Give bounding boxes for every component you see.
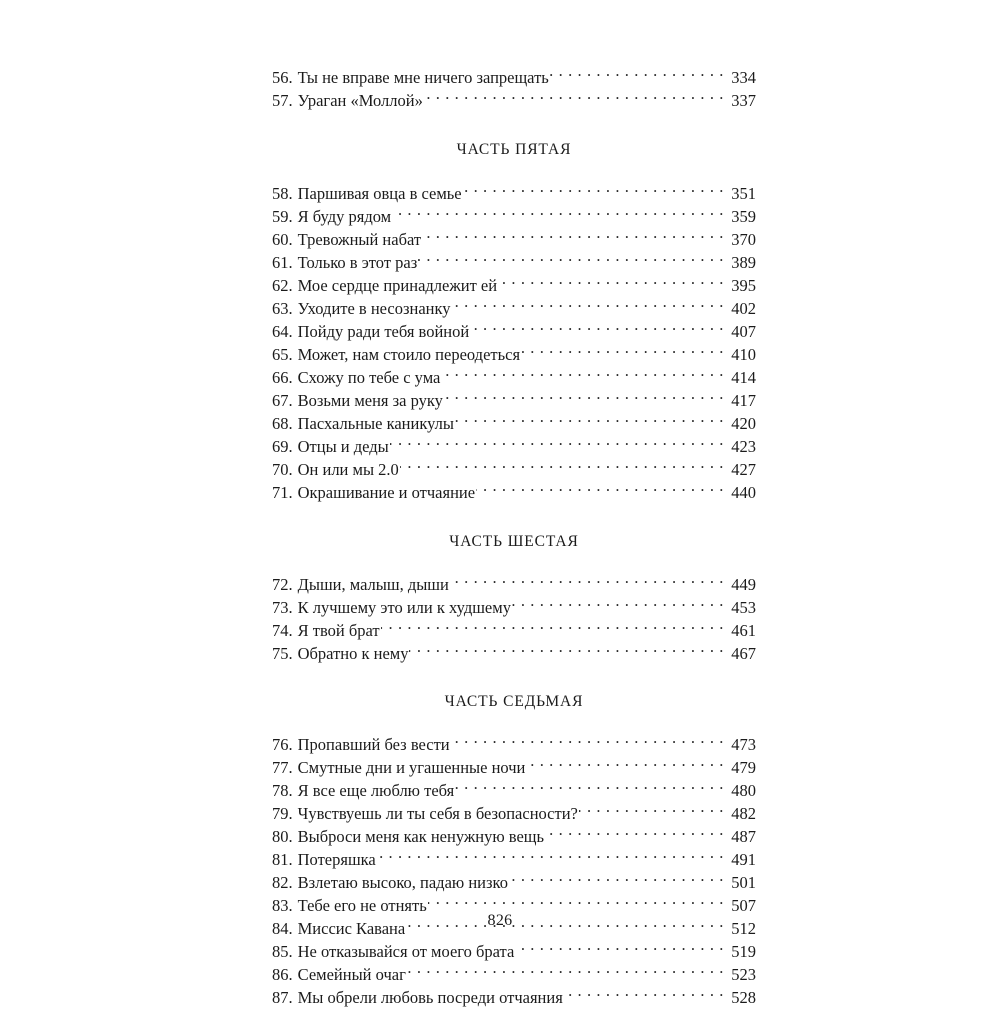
toc-entry-number: 86.: [272, 965, 293, 984]
dot-leader: [428, 895, 724, 912]
toc-entry-title: Ты не вправе мне ничего запрещать: [297, 67, 549, 87]
dot-leader: [455, 413, 724, 430]
dot-leader: [515, 941, 724, 958]
toc-entry[interactable]: [272, 780, 756, 803]
toc-entry[interactable]: [272, 252, 756, 275]
toc-entry[interactable]: [272, 183, 756, 206]
dot-leader: [422, 229, 724, 246]
toc-entry-title: Мы обрели любовь посреди отчаяния: [297, 988, 563, 1007]
toc-entry[interactable]: [272, 757, 756, 780]
part-heading: ЧАСТЬ ШЕСТАЯ: [449, 532, 579, 550]
toc-entry-number: 78.: [272, 781, 293, 800]
toc-entry-number: 73.: [272, 597, 293, 617]
toc-entry-page-number: 487: [731, 827, 756, 846]
toc-entry-number: 63.: [272, 299, 293, 318]
toc-entry-page-number: 407: [731, 322, 756, 341]
toc-entry-number: 82.: [272, 873, 293, 892]
toc-entry-number: 65.: [272, 345, 293, 364]
toc-entry-page-number: 449: [731, 574, 756, 594]
toc-entry-page-number: 482: [731, 804, 756, 823]
dot-leader: [521, 344, 724, 361]
table-of-contents: [272, 66, 756, 1010]
dot-leader: [409, 642, 724, 659]
toc-entry-number: 81.: [272, 850, 293, 869]
dot-leader: [407, 964, 724, 981]
toc-entry-page-number: 337: [731, 90, 756, 110]
toc-entry-title: Паршивая овца в семье: [297, 184, 462, 203]
toc-entry-page-number: 480: [731, 781, 756, 800]
toc-entry[interactable]: [272, 66, 756, 89]
toc-entry[interactable]: [272, 964, 756, 987]
dot-leader: [450, 573, 724, 590]
toc-entry-number: 74.: [272, 620, 293, 640]
toc-entry[interactable]: [272, 459, 756, 482]
toc-entry-title: Я буду рядом: [297, 207, 392, 226]
toc-entry-title: Отцы и деды: [297, 437, 389, 456]
toc-entry-number: 79.: [272, 804, 293, 823]
toc-entry-group: [272, 573, 756, 665]
toc-entry-page-number: 491: [731, 850, 756, 869]
toc-entry[interactable]: [272, 321, 756, 344]
toc-entry-number: 77.: [272, 758, 293, 777]
toc-entry-title: Возьми меня за руку: [297, 391, 443, 410]
toc-entry-number: 72.: [272, 574, 293, 594]
toc-entry-title: К лучшему это или к худшему: [297, 597, 511, 617]
toc-entry-number: 56.: [272, 67, 293, 87]
toc-entry[interactable]: [272, 573, 756, 596]
dot-leader: [512, 596, 724, 613]
toc-entry-page-number: 423: [731, 437, 756, 456]
toc-entry-page-number: 473: [731, 735, 756, 754]
toc-entry-number: 83.: [272, 896, 293, 915]
toc-entry-number: 87.: [272, 988, 293, 1007]
toc-entry[interactable]: [272, 734, 756, 757]
toc-entry[interactable]: [272, 849, 756, 872]
toc-entry-page-number: 427: [731, 460, 756, 479]
dot-leader: [455, 780, 724, 797]
dot-leader: [424, 89, 724, 106]
dot-leader: [377, 849, 724, 866]
toc-entry-page-number: 528: [731, 988, 756, 1007]
toc-entry-title: Взлетаю высоко, падаю низко: [297, 873, 508, 892]
toc-entry-number: 58.: [272, 184, 293, 203]
toc-entry-page-number: 410: [731, 345, 756, 364]
toc-entry-group: [272, 66, 756, 112]
dot-leader: [545, 826, 724, 843]
toc-entry-title: Пасхальные каникулы: [297, 414, 454, 433]
toc-entry-page-number: 359: [731, 207, 756, 226]
toc-entry-page-number: 414: [731, 368, 756, 387]
dot-leader: [452, 298, 724, 315]
toc-entry[interactable]: [272, 941, 756, 964]
toc-entry-number: 69.: [272, 437, 293, 456]
toc-entry[interactable]: [272, 642, 756, 665]
toc-entry-title: Чувствуешь ли ты себя в безопасности?: [297, 804, 578, 823]
toc-entry[interactable]: [272, 206, 756, 229]
dot-leader: [463, 183, 724, 200]
toc-entry-page-number: 370: [731, 230, 756, 249]
toc-entry-number: 85.: [272, 942, 293, 961]
toc-entry-number: 62.: [272, 276, 293, 295]
toc-entry-page-number: 417: [731, 391, 756, 410]
toc-entry-title: Тебе его не отнять: [297, 896, 427, 915]
dot-leader: [390, 436, 724, 453]
toc-entry-title: Схожу по тебе с ума: [297, 368, 441, 387]
toc-entry[interactable]: [272, 826, 756, 849]
toc-entry-title: Выброси меня как ненужную вещь: [297, 827, 545, 846]
toc-entry-number: 66.: [272, 368, 293, 387]
dot-leader: [392, 206, 724, 223]
toc-entry-page-number: 389: [731, 253, 756, 272]
toc-entry-page-number: 523: [731, 965, 756, 984]
dot-leader: [476, 482, 724, 499]
toc-entry[interactable]: [272, 413, 756, 436]
dot-leader: [400, 459, 724, 476]
toc-entry-page-number: 507: [731, 896, 756, 915]
toc-entry[interactable]: [272, 298, 756, 321]
toc-entry-number: 59.: [272, 207, 293, 226]
toc-entry-page-number: 395: [731, 276, 756, 295]
toc-entry-title: Пропавший без вести: [297, 735, 450, 754]
toc-entry-page-number: 402: [731, 299, 756, 318]
toc-entry-number: 80.: [272, 827, 293, 846]
part-heading: ЧАСТЬ ПЯТАЯ: [456, 141, 572, 158]
toc-entry-title: Обратно к нему: [297, 643, 409, 663]
toc-entry[interactable]: [272, 229, 756, 252]
toc-entry-page-number: 420: [731, 414, 756, 433]
dot-leader: [564, 987, 724, 1004]
dot-leader: [498, 275, 724, 292]
toc-entry-number: 71.: [272, 483, 293, 502]
toc-entry[interactable]: [272, 872, 756, 895]
toc-entry-number: 75.: [272, 643, 293, 663]
dot-leader: [550, 66, 724, 83]
dot-leader: [441, 367, 724, 384]
toc-entry[interactable]: [272, 390, 756, 413]
toc-entry-title: Я все еще люблю тебя: [297, 781, 455, 800]
toc-entry-number: 68.: [272, 414, 293, 433]
toc-entry-title: Пойду ради тебя войной: [297, 322, 470, 341]
toc-entry[interactable]: [272, 275, 756, 298]
dot-leader: [526, 757, 724, 774]
dot-leader: [509, 872, 724, 889]
toc-entry-group: [272, 183, 756, 505]
toc-entry-title: Миссис Кавана: [297, 919, 406, 938]
toc-entry-number: 70.: [272, 460, 293, 479]
dot-leader: [579, 803, 724, 820]
toc-entry-number: 61.: [272, 253, 293, 272]
toc-entry-page-number: 467: [731, 643, 756, 663]
dot-leader: [381, 619, 724, 636]
toc-entry-title: Потеряшка: [297, 850, 376, 869]
toc-entry-title: Семейный очаг: [297, 965, 406, 984]
toc-entry-title: Мое сердце принадлежит ей: [297, 276, 498, 295]
toc-entry-page-number: 351: [731, 184, 756, 203]
toc-entry-number: 76.: [272, 735, 293, 754]
dot-leader: [444, 390, 724, 407]
toc-entry-number: 84.: [272, 919, 293, 938]
toc-entry[interactable]: [272, 436, 756, 459]
toc-entry-number: 67.: [272, 391, 293, 410]
page-folio-number: 826: [487, 912, 513, 929]
toc-entry[interactable]: [272, 344, 756, 367]
toc-entry-number: 64.: [272, 322, 293, 341]
toc-entry-page-number: 501: [731, 873, 756, 892]
toc-entry-title: Уходите в несознанку: [297, 299, 451, 318]
toc-entry-title: Только в этот раз: [297, 253, 418, 272]
toc-entry-page-number: 440: [731, 483, 756, 502]
toc-entry[interactable]: [272, 619, 756, 642]
toc-entry-title: Смутные дни и угашенные ночи: [297, 758, 526, 777]
toc-entry-page-number: 479: [731, 758, 756, 777]
toc-entry-title: Он или мы 2.0: [297, 460, 399, 479]
toc-entry[interactable]: [272, 367, 756, 390]
toc-entry-title: Не отказывайся от моего брата: [297, 942, 515, 961]
toc-entry-title: Тревожный набат: [297, 230, 422, 249]
toc-entry-page-number: 519: [731, 942, 756, 961]
toc-entry-page-number: 512: [731, 919, 756, 938]
toc-entry-group: [272, 734, 756, 1010]
toc-entry-title: Может, нам стоило переодеться: [297, 345, 521, 364]
toc-entry-title: Дыши, малыш, дыши: [297, 574, 449, 594]
toc-entry[interactable]: [272, 803, 756, 826]
toc-entry[interactable]: [272, 596, 756, 619]
toc-entry-page-number: 453: [731, 597, 756, 617]
toc-entry[interactable]: [272, 482, 756, 505]
toc-entry-number: 60.: [272, 230, 293, 249]
toc-entry-number: 57.: [272, 90, 293, 110]
dot-leader: [470, 321, 724, 338]
toc-entry-title: Ураган «Моллой»: [297, 90, 423, 110]
toc-entry-page-number: 334: [731, 67, 756, 87]
toc-entry[interactable]: [272, 987, 756, 1010]
toc-entry-title: Окрашивание и отчаяние: [297, 483, 476, 502]
part-heading: ЧАСТЬ СЕДЬМАЯ: [444, 693, 584, 710]
dot-leader: [451, 734, 724, 751]
toc-entry-page-number: 461: [731, 620, 756, 640]
toc-entry[interactable]: [272, 89, 756, 112]
dot-leader: [418, 252, 724, 269]
toc-entry-title: Я твой брат: [297, 620, 380, 640]
